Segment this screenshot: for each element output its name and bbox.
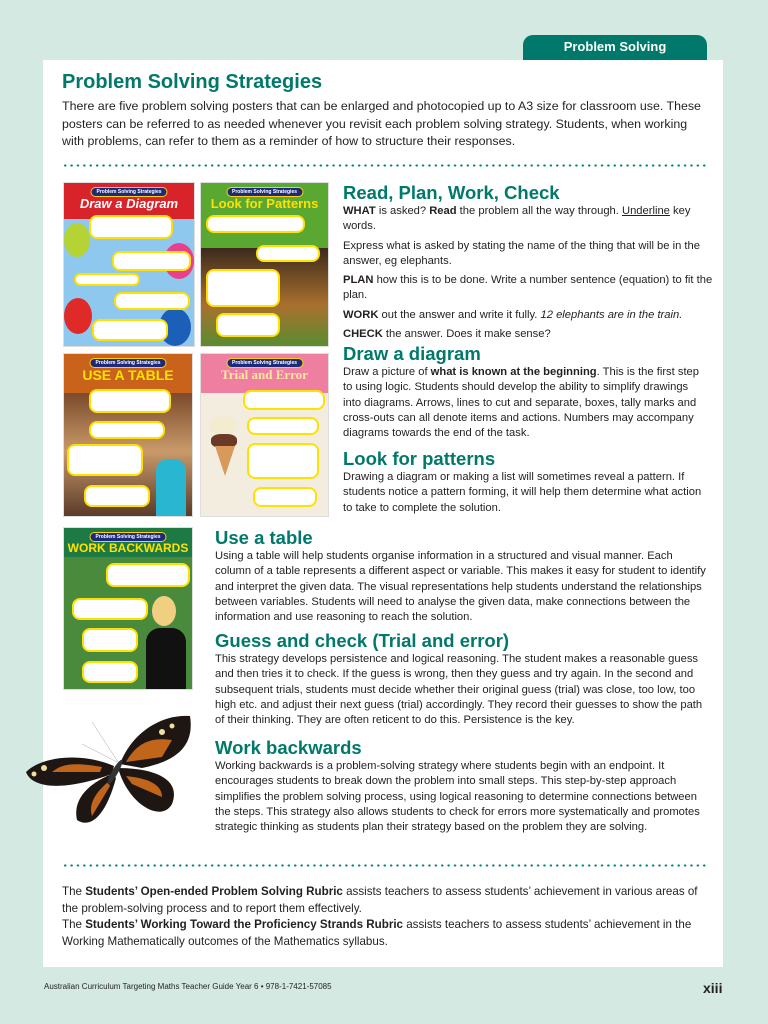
rubric-name: Students’ Working Toward the Proficiency Strands Rubric [85,918,404,931]
butterfly-image [22,712,194,832]
text: This strategy develops persistence and logical reasoning. The student makes a reasonable guess and then tries it to check. If the guess is wrong, then they guess and try again. In the second and subsequent trials, students must decide whether their original guess (trial) was close, too low, too high etc. and adjust their next guess (trial) accordingly. They record their guesses to show the path of their thinking. They are often reticent to do this. Persistence is the key. [215,653,703,727]
text: Drawing a diagram or making a list will sometimes reveal a pattern. If students notice a pattern forming, it will help them determine what action to take to complete the solution. [343,471,702,514]
poster-header: Problem Solving Strategies [226,187,303,197]
dotted-divider [62,864,707,867]
section-tab: Problem Solving [523,35,707,61]
bold-text: CHECK [343,328,383,341]
text: assists teachers to assess students’ achievement in various areas of the problem-solving process and to report them effectively. [62,885,698,915]
poster-title: Look for Patterns [210,196,319,211]
poster-trial-and-error [200,353,329,517]
section-read-plan-work-check [343,182,713,346]
section-draw-a-diagram [343,343,708,445]
text: The [62,885,86,898]
text: the problem all the way through. [456,205,622,217]
section-guess-and-check [215,630,708,732]
poster-header: Problem Solving Strategies [226,358,303,368]
section-heading: Work backwards [215,737,362,758]
poster-title: Trial and Error [221,367,308,382]
rubric-name: Students’ Open-ended Problem Solving Rubric [85,885,343,898]
text: Working backwards is a problem-solving strategy where students begin with an endpoint. It encourages students to break down the problem into small steps. This step-by-step approach simplifies the problem solving process, using logical reasoning to determine connections between the steps. This strategy also allows students to check for errors more systematically and promotes strategic thinking as students plan their strategy based on the problem they are solving. [215,760,700,834]
footer-text: Australian Curriculum Targeting Maths Teacher Guide Year 6 • 978-1-7421-57085 [44,982,332,991]
section-heading: Read, Plan, Work, Check [343,182,560,203]
bold-text: PLAN [343,274,374,287]
text: how this is to be done. Write a number sentence (equation) to fit the plan. [343,274,713,302]
bold-text: what is known at the beginning [430,366,597,378]
rubrics-text [62,884,712,950]
section-heading: Draw a diagram [343,343,481,364]
poster-title: WORK BACKWARDS [67,541,189,555]
text: key words. [343,205,691,233]
text: The [62,918,86,931]
text: out the answer and write it fully. [378,308,541,321]
poster-draw-a-diagram [63,182,195,347]
poster-title: Draw a Diagram [79,196,179,211]
poster-header: Problem Solving Strategies [89,532,166,542]
section-look-for-patterns [343,448,708,520]
bold-text: WHAT [343,205,376,217]
poster-work-backwards [63,527,193,690]
text: Express what is asked by stating the name of the thing that will be in the answer, eg elephants. [343,239,700,267]
bold-text: Read [429,205,457,217]
poster-look-for-patterns [200,182,329,347]
page-title: Problem Solving Strategies [62,71,323,93]
text: Using a table will help students organise information in a structured and visual manner. Each column of a table represents a different aspect or variable. This makes it easy for student to identify and interpret the given data. The visual representations help students understand the relationships between variables. Students will need to analyse the given data, make connections between the information and use reasoning to reach the solution. [215,550,706,624]
text: . This is the first step to using logic. Students should develop the ability to simplify drawings into diagrams. Arrows, lines to cut and separate, boxes, tally marks and cross-outs can all denote items and actions. Numbers may accompany diagrams towards the end of the task. [343,366,700,440]
poster-title: USE A TABLE [82,367,174,383]
section-heading: Use a table [215,527,313,548]
italic-text: 12 elephants are in the train. [540,308,683,321]
intro-text: There are five problem solving posters that can be enlarged and photocopied up to A3 size for classroom use. These posters can be referred to as needed whenever you revisit each problem solving strategy. Students, when working with problems, can refer to them as a reminder of how to structure their responses. [62,99,701,148]
dotted-divider [62,164,707,167]
poster-header: Problem Solving Strategies [90,187,167,197]
page-number: xiii [703,980,723,996]
underlined-text: Underline [622,205,670,217]
text: assists teachers to assess students’ achievement in the Working Mathematically outcomes of the Mathematics syllabus. [62,918,692,948]
text: Draw a picture of [343,366,431,378]
section-heading: Guess and check (Trial and error) [215,630,510,651]
poster-header: Problem Solving Strategies [89,358,166,368]
text: the answer. Does it make sense? [382,328,551,341]
section-use-a-table [215,527,708,629]
bold-text: WORK [343,308,379,321]
poster-use-a-table [63,353,193,517]
section-work-backwards [215,737,708,839]
text: is asked? [375,205,430,217]
section-heading: Look for patterns [343,448,496,469]
